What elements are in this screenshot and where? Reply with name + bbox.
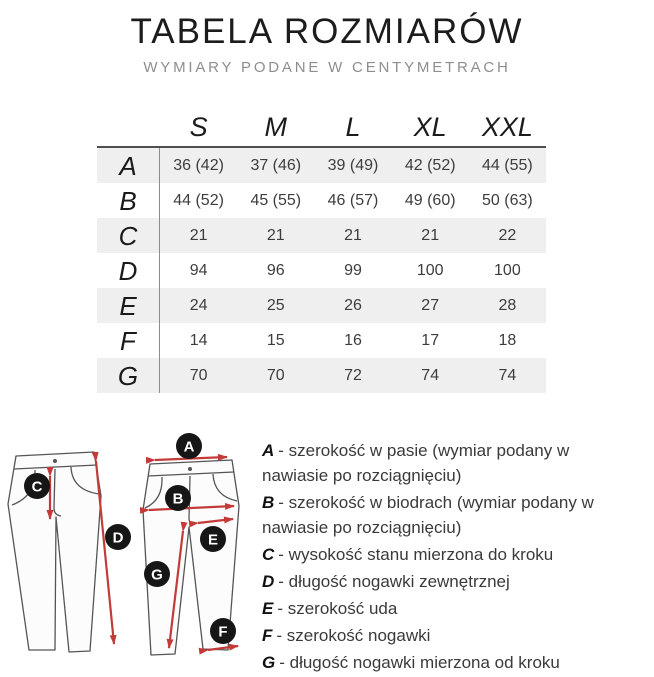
legend-letter-a: A bbox=[262, 441, 275, 460]
cell-g-l: 72 bbox=[344, 366, 362, 384]
cell-e-xxl: 28 bbox=[498, 296, 517, 314]
legend-text-b: - szerokość w biodrach (wymiar podany w nawiasie po rozciągnięciu) bbox=[262, 493, 594, 537]
table-row-c bbox=[97, 218, 546, 253]
legend-letter-e: E bbox=[262, 599, 274, 618]
row-label-a: A bbox=[97, 148, 160, 183]
cell-b-s: 44 (52) bbox=[173, 191, 224, 209]
legend-letter-f: F bbox=[262, 626, 273, 645]
cell-g-xl: 74 bbox=[421, 366, 440, 384]
table-row-d bbox=[97, 253, 546, 288]
cell-d-m: 96 bbox=[266, 261, 285, 279]
page-title: TABELA ROZMIARÓW bbox=[130, 12, 524, 51]
size-table-body bbox=[97, 146, 546, 393]
header bbox=[0, 12, 654, 76]
row-label-c: C bbox=[97, 218, 160, 253]
cell-d-xl: 100 bbox=[416, 261, 444, 279]
cell-d-xxl: 100 bbox=[494, 261, 521, 279]
cell-f-xl: 17 bbox=[421, 331, 440, 349]
diagram-label-a bbox=[176, 433, 202, 459]
col-header-xl: XL bbox=[413, 112, 447, 142]
cell-e-m: 25 bbox=[266, 296, 285, 314]
size-table bbox=[97, 102, 546, 393]
diagram-label-e-text: E bbox=[207, 531, 219, 549]
cell-f-l: 16 bbox=[344, 331, 362, 349]
button bbox=[53, 459, 57, 463]
legend-letter-d: D bbox=[262, 572, 275, 591]
legend-letter-g: G bbox=[262, 653, 276, 672]
cell-g-s: 70 bbox=[189, 366, 208, 384]
legend-letter-c: C bbox=[262, 545, 275, 564]
cell-d-s: 94 bbox=[189, 261, 208, 279]
table-row-f bbox=[97, 323, 546, 358]
diagram-label-f-text: F bbox=[218, 623, 228, 641]
legend-item-f bbox=[262, 623, 624, 648]
diagram-label-b bbox=[165, 485, 191, 511]
diagram-label-c-text: C bbox=[31, 478, 43, 496]
legend-item-g bbox=[262, 650, 624, 675]
legend-letter-b: B bbox=[262, 493, 275, 512]
button bbox=[188, 467, 192, 471]
arrow-d bbox=[96, 461, 114, 644]
cell-a-l: 39 (49) bbox=[327, 156, 379, 174]
row-label-g: G bbox=[97, 358, 160, 393]
cell-e-l: 26 bbox=[344, 296, 362, 314]
table-row-b bbox=[97, 183, 546, 218]
cell-c-xl: 21 bbox=[421, 226, 440, 244]
cell-c-m: 21 bbox=[266, 226, 285, 244]
cell-c-l: 21 bbox=[344, 226, 362, 244]
diagram-label-g-text: G bbox=[151, 566, 163, 584]
col-header-m: M bbox=[264, 112, 288, 142]
table-row-g bbox=[97, 358, 546, 393]
diagram-label-d-text: D bbox=[112, 529, 124, 547]
legend-text-e: - szerokość uda bbox=[277, 599, 398, 618]
legend-item-d bbox=[262, 569, 624, 594]
col-header-s: S bbox=[189, 112, 208, 142]
pants-diagram-svg bbox=[2, 420, 264, 658]
legend-item-e bbox=[262, 596, 624, 621]
cell-f-m: 15 bbox=[266, 331, 285, 349]
cell-d-l: 99 bbox=[344, 261, 362, 279]
row-label-b: B bbox=[97, 183, 160, 218]
cell-e-s: 24 bbox=[189, 296, 208, 314]
cell-b-xl: 49 (60) bbox=[404, 191, 456, 209]
cell-f-xxl: 18 bbox=[498, 331, 517, 349]
cell-a-xxl: 44 (55) bbox=[482, 156, 533, 174]
cell-c-xxl: 22 bbox=[498, 226, 517, 244]
cell-a-xl: 42 (52) bbox=[404, 156, 456, 174]
legend-text-c: - wysokość stanu mierzona do kroku bbox=[278, 545, 554, 564]
cell-a-s: 36 (42) bbox=[173, 156, 224, 174]
cell-b-xxl: 50 (63) bbox=[482, 191, 533, 209]
cell-b-l: 46 (57) bbox=[327, 191, 379, 209]
size-table-header-row bbox=[97, 102, 546, 146]
cell-f-s: 14 bbox=[189, 331, 208, 349]
col-header-xxl: XXL bbox=[481, 112, 533, 142]
legend-item-a bbox=[262, 438, 624, 488]
legend-item-b bbox=[262, 490, 624, 540]
diagram-label-b-text: B bbox=[172, 490, 184, 508]
diagram-label-e bbox=[200, 526, 226, 552]
cell-c-s: 21 bbox=[189, 226, 208, 244]
diagram-label-a-text: A bbox=[183, 438, 195, 456]
diagram-label-g bbox=[144, 561, 170, 587]
page-subtitle: WYMIARY PODANE W CENTYMETRACH bbox=[143, 59, 511, 77]
col-header-l: L bbox=[345, 112, 361, 142]
cell-g-xxl: 74 bbox=[498, 366, 517, 384]
table-row-e bbox=[97, 288, 546, 323]
legend-text-g: - długość nogawki mierzona od kroku bbox=[279, 653, 560, 672]
legend-text-d: - długość nogawki zewnętrznej bbox=[278, 572, 510, 591]
pants-front-left bbox=[8, 452, 101, 652]
legend-text-a: - szerokość w pasie (wymiar podany w nawiasie po rozciągnięciu) bbox=[262, 441, 570, 485]
diagram-label-c bbox=[24, 473, 50, 499]
cell-b-m: 45 (55) bbox=[250, 191, 302, 209]
legend-text-f: - szerokość nogawki bbox=[276, 626, 431, 645]
cell-a-m: 37 (46) bbox=[250, 156, 302, 174]
diagram-label-d bbox=[105, 524, 131, 550]
table-row-a bbox=[97, 148, 546, 183]
cell-g-m: 70 bbox=[266, 366, 285, 384]
measurement-legend bbox=[262, 438, 624, 677]
pants-measurement-diagram bbox=[2, 420, 264, 658]
row-label-d: D bbox=[97, 253, 160, 288]
diagram-label-f bbox=[210, 618, 236, 644]
legend-item-c bbox=[262, 542, 624, 567]
row-label-f: F bbox=[97, 323, 160, 358]
row-label-e: E bbox=[97, 288, 160, 323]
cell-e-xl: 27 bbox=[421, 296, 440, 314]
